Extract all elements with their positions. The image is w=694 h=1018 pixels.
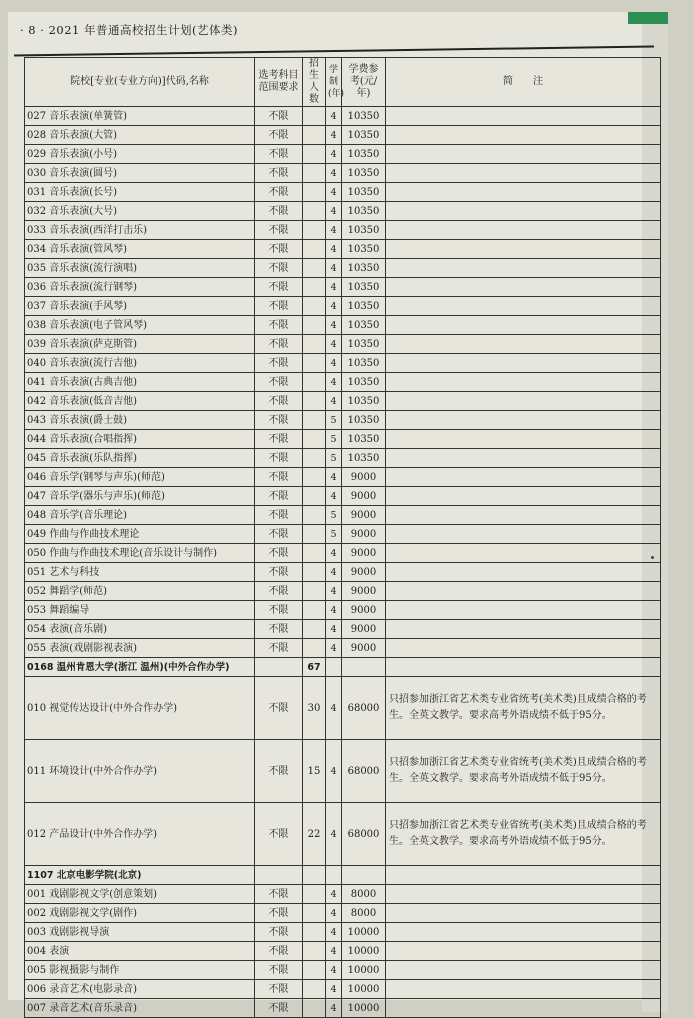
cell-plan [303, 126, 326, 145]
cell-plan [303, 221, 326, 240]
table-row [25, 544, 661, 563]
cell-subject: 不限 [255, 980, 303, 999]
cell-plan [303, 506, 326, 525]
cell-subject: 不限 [255, 923, 303, 942]
cell-plan [303, 107, 326, 126]
cell-note [386, 544, 661, 563]
cell-fee: 10350 [342, 240, 386, 259]
cell-subject: 不限 [255, 316, 303, 335]
cell-years: 4 [326, 487, 342, 506]
cell-years: 4 [326, 544, 342, 563]
enrollment-plan-table [24, 57, 661, 1018]
cell-name: 010 视觉传达设计(中外合作办学) [25, 677, 255, 740]
cell-plan [303, 544, 326, 563]
table-row [25, 677, 661, 740]
cell-note [386, 999, 661, 1018]
cell-plan [303, 866, 326, 885]
cell-name: 007 录音艺术(音乐录音) [25, 999, 255, 1018]
cell-name: 053 舞蹈编导 [25, 601, 255, 620]
cell-years: 4 [326, 316, 342, 335]
cell-subject: 不限 [255, 506, 303, 525]
cell-name: 0168 温州肯恩大学(浙江 温州)(中外合作办学) [25, 658, 255, 677]
cell-name: 044 音乐表演(合唱指挥) [25, 430, 255, 449]
cell-fee: 10350 [342, 145, 386, 164]
cell-name: 001 戏剧影视文学(创意策划) [25, 885, 255, 904]
cell-note [386, 316, 661, 335]
cell-subject: 不限 [255, 449, 303, 468]
table-row [25, 107, 661, 126]
cell-subject: 不限 [255, 183, 303, 202]
cell-subject: 不限 [255, 468, 303, 487]
cell-years: 4 [326, 240, 342, 259]
cell-subject: 不限 [255, 803, 303, 866]
cell-years: 4 [326, 740, 342, 803]
cell-fee: 10350 [342, 449, 386, 468]
table-row [25, 487, 661, 506]
cell-years: 4 [326, 999, 342, 1018]
cell-subject: 不限 [255, 999, 303, 1018]
cell-years: 4 [326, 904, 342, 923]
header-subject: 选考科目范围要求 [255, 58, 303, 107]
cell-name: 050 作曲与作曲技术理论(音乐设计与制作) [25, 544, 255, 563]
cell-fee: 9000 [342, 601, 386, 620]
cell-plan [303, 392, 326, 411]
cell-plan [303, 525, 326, 544]
cell-subject: 不限 [255, 164, 303, 183]
cell-note [386, 126, 661, 145]
cell-subject: 不限 [255, 885, 303, 904]
cell-fee: 9000 [342, 525, 386, 544]
cell-fee: 8000 [342, 904, 386, 923]
cell-plan [303, 468, 326, 487]
table-row [25, 923, 661, 942]
cell-subject: 不限 [255, 563, 303, 582]
cell-years: 4 [326, 803, 342, 866]
cell-years: 4 [326, 278, 342, 297]
page-speck [651, 556, 654, 559]
table-row [25, 525, 661, 544]
cell-fee: 9000 [342, 563, 386, 582]
cell-note [386, 885, 661, 904]
table-row [25, 411, 661, 430]
header-note: 简 注 [386, 58, 661, 107]
table-row [25, 980, 661, 999]
cell-note [386, 297, 661, 316]
cell-name: 033 音乐表演(西洋打击乐) [25, 221, 255, 240]
cell-subject: 不限 [255, 373, 303, 392]
cell-plan [303, 183, 326, 202]
cell-years: 4 [326, 145, 342, 164]
cell-subject: 不限 [255, 297, 303, 316]
cell-subject: 不限 [255, 904, 303, 923]
cell-note [386, 487, 661, 506]
table-row [25, 740, 661, 803]
cell-years [326, 658, 342, 677]
cell-subject: 不限 [255, 335, 303, 354]
cell-fee: 10350 [342, 335, 386, 354]
cell-name: 012 产品设计(中外合作办学) [25, 803, 255, 866]
cell-name: 034 音乐表演(管风琴) [25, 240, 255, 259]
cell-name: 042 音乐表演(低音吉他) [25, 392, 255, 411]
table-row [25, 803, 661, 866]
cell-plan [303, 942, 326, 961]
cell-plan: 67 [303, 658, 326, 677]
cell-name: 048 音乐学(音乐理论) [25, 506, 255, 525]
cell-name: 035 音乐表演(流行演唱) [25, 259, 255, 278]
cell-fee: 10350 [342, 297, 386, 316]
cell-note [386, 392, 661, 411]
cell-years: 5 [326, 430, 342, 449]
cell-plan [303, 601, 326, 620]
cell-subject: 不限 [255, 259, 303, 278]
table-row [25, 392, 661, 411]
cell-fee: 10350 [342, 411, 386, 430]
table-row [25, 430, 661, 449]
cell-note [386, 923, 661, 942]
table-row [25, 942, 661, 961]
table-row [25, 240, 661, 259]
cell-subject: 不限 [255, 430, 303, 449]
table-row [25, 999, 661, 1018]
table-row [25, 164, 661, 183]
cell-note [386, 468, 661, 487]
cell-years: 4 [326, 107, 342, 126]
table-row [25, 183, 661, 202]
cell-fee: 10000 [342, 961, 386, 980]
cell-subject: 不限 [255, 107, 303, 126]
cell-name: 039 音乐表演(萨克斯管) [25, 335, 255, 354]
cell-note [386, 335, 661, 354]
cell-name: 028 音乐表演(大管) [25, 126, 255, 145]
cell-note [386, 240, 661, 259]
cell-note [386, 411, 661, 430]
cell-plan: 22 [303, 803, 326, 866]
cell-note: 只招参加浙江省艺术类专业省统考(美术类)且成绩合格的考生。全英文教学。要求高考外语成绩不低于95分。 [386, 677, 661, 740]
cell-years: 4 [326, 297, 342, 316]
cell-subject: 不限 [255, 240, 303, 259]
cell-fee: 68000 [342, 803, 386, 866]
cell-note [386, 582, 661, 601]
cell-fee: 10000 [342, 942, 386, 961]
cell-years: 4 [326, 126, 342, 145]
cell-name: 052 舞蹈学(师范) [25, 582, 255, 601]
cell-fee: 10350 [342, 430, 386, 449]
cell-name: 041 音乐表演(古典吉他) [25, 373, 255, 392]
cell-plan [303, 449, 326, 468]
cell-plan [303, 164, 326, 183]
cell-fee: 10350 [342, 392, 386, 411]
cell-years: 4 [326, 923, 342, 942]
cell-years: 4 [326, 183, 342, 202]
cell-fee: 10000 [342, 980, 386, 999]
cell-subject: 不限 [255, 740, 303, 803]
header-name: 院校[专业(专业方向)]代码,名称 [25, 58, 255, 107]
cell-years: 4 [326, 885, 342, 904]
table-row [25, 145, 661, 164]
cell-plan [303, 563, 326, 582]
cell-fee: 10350 [342, 164, 386, 183]
cell-fee: 10350 [342, 221, 386, 240]
cell-fee: 9000 [342, 620, 386, 639]
cell-fee: 10350 [342, 354, 386, 373]
cell-plan [303, 487, 326, 506]
cell-fee: 10350 [342, 259, 386, 278]
cell-years: 4 [326, 335, 342, 354]
cell-subject: 不限 [255, 961, 303, 980]
table-row [25, 126, 661, 145]
cell-subject: 不限 [255, 620, 303, 639]
cell-note [386, 601, 661, 620]
cell-plan [303, 240, 326, 259]
cell-name: 029 音乐表演(小号) [25, 145, 255, 164]
table-row [25, 259, 661, 278]
cell-years: 4 [326, 601, 342, 620]
cell-plan [303, 373, 326, 392]
cell-name: 003 戏剧影视导演 [25, 923, 255, 942]
cell-plan [303, 885, 326, 904]
table-row [25, 639, 661, 658]
cell-name: 043 音乐表演(爵士鼓) [25, 411, 255, 430]
cell-name: 032 音乐表演(大号) [25, 202, 255, 221]
cell-fee: 9000 [342, 639, 386, 658]
cell-years: 4 [326, 582, 342, 601]
cell-fee: 10350 [342, 183, 386, 202]
cell-years: 4 [326, 373, 342, 392]
table-row [25, 373, 661, 392]
cell-note: 只招参加浙江省艺术类专业省统考(美术类)且成绩合格的考生。全英文教学。要求高考外语成绩不低于95分。 [386, 740, 661, 803]
cell-years: 4 [326, 677, 342, 740]
cell-note [386, 639, 661, 658]
cell-subject: 不限 [255, 942, 303, 961]
cell-subject: 不限 [255, 354, 303, 373]
cell-years: 4 [326, 354, 342, 373]
cell-subject: 不限 [255, 639, 303, 658]
header-years: 学制(年) [326, 58, 342, 107]
cell-note [386, 525, 661, 544]
cell-years: 5 [326, 506, 342, 525]
cell-note [386, 354, 661, 373]
table-body [25, 107, 661, 1018]
cell-subject: 不限 [255, 145, 303, 164]
cell-plan [303, 999, 326, 1018]
cell-note [386, 658, 661, 677]
table-row [25, 563, 661, 582]
cell-plan [303, 259, 326, 278]
cell-fee: 8000 [342, 885, 386, 904]
cell-years: 4 [326, 942, 342, 961]
cell-plan [303, 582, 326, 601]
cell-fee [342, 658, 386, 677]
cell-name: 030 音乐表演(圆号) [25, 164, 255, 183]
cell-fee: 10000 [342, 999, 386, 1018]
cell-note [386, 183, 661, 202]
cell-note: 只招参加浙江省艺术类专业省统考(美术类)且成绩合格的考生。全英文教学。要求高考外语成绩不低于95分。 [386, 803, 661, 866]
cell-note [386, 620, 661, 639]
cell-fee: 68000 [342, 740, 386, 803]
cell-note [386, 430, 661, 449]
cell-note [386, 107, 661, 126]
cell-name: 1107 北京电影学院(北京) [25, 866, 255, 885]
cell-subject: 不限 [255, 411, 303, 430]
cell-name: 004 表演 [25, 942, 255, 961]
cell-note [386, 961, 661, 980]
school-row [25, 866, 661, 885]
cell-subject: 不限 [255, 601, 303, 620]
cell-subject: 不限 [255, 544, 303, 563]
cell-subject: 不限 [255, 392, 303, 411]
cell-subject: 不限 [255, 126, 303, 145]
table-row [25, 961, 661, 980]
cell-note [386, 202, 661, 221]
cell-note [386, 866, 661, 885]
cell-name: 055 表演(戏剧影视表演) [25, 639, 255, 658]
cell-plan [303, 904, 326, 923]
table-row [25, 316, 661, 335]
cell-years: 4 [326, 639, 342, 658]
cell-note [386, 278, 661, 297]
cell-fee: 10350 [342, 316, 386, 335]
cell-note [386, 373, 661, 392]
cell-name: 045 音乐表演(乐队指挥) [25, 449, 255, 468]
cell-years [326, 866, 342, 885]
cell-note [386, 449, 661, 468]
cell-plan [303, 923, 326, 942]
table-row [25, 202, 661, 221]
cell-years: 4 [326, 563, 342, 582]
table-row [25, 335, 661, 354]
green-corner-decoration [628, 12, 668, 24]
table-header-row [25, 58, 661, 107]
cell-subject: 不限 [255, 525, 303, 544]
cell-name: 037 音乐表演(手风琴) [25, 297, 255, 316]
cell-name: 031 音乐表演(长号) [25, 183, 255, 202]
cell-years: 4 [326, 961, 342, 980]
cell-fee: 10350 [342, 373, 386, 392]
table-row [25, 620, 661, 639]
cell-name: 054 表演(音乐剧) [25, 620, 255, 639]
cell-subject [255, 866, 303, 885]
cell-fee [342, 866, 386, 885]
cell-name: 036 音乐表演(流行钢琴) [25, 278, 255, 297]
cell-fee: 9000 [342, 582, 386, 601]
table-row [25, 582, 661, 601]
cell-years: 4 [326, 259, 342, 278]
cell-years: 4 [326, 620, 342, 639]
cell-note [386, 980, 661, 999]
cell-subject: 不限 [255, 221, 303, 240]
cell-note [386, 259, 661, 278]
cell-fee: 68000 [342, 677, 386, 740]
cell-years: 5 [326, 411, 342, 430]
cell-name: 002 戏剧影视文学(剧作) [25, 904, 255, 923]
cell-plan [303, 278, 326, 297]
cell-fee: 10350 [342, 278, 386, 297]
cell-note [386, 904, 661, 923]
cell-note [386, 145, 661, 164]
cell-years: 4 [326, 980, 342, 999]
cell-fee: 9000 [342, 487, 386, 506]
cell-plan [303, 202, 326, 221]
table-row [25, 449, 661, 468]
cell-fee: 9000 [342, 468, 386, 487]
cell-plan [303, 430, 326, 449]
cell-plan [303, 980, 326, 999]
table-row [25, 468, 661, 487]
cell-plan: 15 [303, 740, 326, 803]
cell-years: 4 [326, 221, 342, 240]
cell-plan: 30 [303, 677, 326, 740]
table-row [25, 354, 661, 373]
table-row [25, 278, 661, 297]
cell-plan [303, 145, 326, 164]
cell-plan [303, 335, 326, 354]
cell-plan [303, 316, 326, 335]
cell-plan [303, 297, 326, 316]
cell-years: 4 [326, 392, 342, 411]
cell-years: 5 [326, 525, 342, 544]
cell-name: 005 影视摄影与制作 [25, 961, 255, 980]
cell-years: 4 [326, 468, 342, 487]
cell-note [386, 942, 661, 961]
cell-fee: 10000 [342, 923, 386, 942]
cell-name: 040 音乐表演(流行吉他) [25, 354, 255, 373]
cell-name: 038 音乐表演(电子管风琴) [25, 316, 255, 335]
cell-name: 051 艺术与科技 [25, 563, 255, 582]
cell-subject [255, 658, 303, 677]
cell-fee: 10350 [342, 202, 386, 221]
cell-name: 046 音乐学(钢琴与声乐)(师范) [25, 468, 255, 487]
cell-subject: 不限 [255, 487, 303, 506]
cell-note [386, 506, 661, 525]
table-row [25, 904, 661, 923]
cell-subject: 不限 [255, 677, 303, 740]
table-row [25, 601, 661, 620]
header-fee: 学费参考(元/年) [342, 58, 386, 107]
cell-note [386, 221, 661, 240]
cell-fee: 9000 [342, 544, 386, 563]
cell-name: 011 环境设计(中外合作办学) [25, 740, 255, 803]
header-plan: 招生人数 [303, 58, 326, 107]
page-header: · 8 · 2021 年普通高校招生计划(艺体类) [20, 23, 238, 37]
school-row [25, 658, 661, 677]
cell-fee: 9000 [342, 506, 386, 525]
table-row [25, 506, 661, 525]
cell-name: 047 音乐学(器乐与声乐)(师范) [25, 487, 255, 506]
cell-subject: 不限 [255, 202, 303, 221]
cell-years: 4 [326, 164, 342, 183]
cell-fee: 10350 [342, 126, 386, 145]
table-row [25, 221, 661, 240]
cell-name: 049 作曲与作曲技术理论 [25, 525, 255, 544]
cell-plan [303, 639, 326, 658]
cell-subject: 不限 [255, 278, 303, 297]
cell-plan [303, 354, 326, 373]
cell-plan [303, 961, 326, 980]
cell-years: 4 [326, 202, 342, 221]
cell-note [386, 563, 661, 582]
cell-years: 5 [326, 449, 342, 468]
cell-name: 006 录音艺术(电影录音) [25, 980, 255, 999]
cell-fee: 10350 [342, 107, 386, 126]
cell-name: 027 音乐表演(单簧管) [25, 107, 255, 126]
cell-plan [303, 411, 326, 430]
cell-plan [303, 620, 326, 639]
cell-subject: 不限 [255, 582, 303, 601]
cell-note [386, 164, 661, 183]
table-row [25, 297, 661, 316]
table-row [25, 885, 661, 904]
